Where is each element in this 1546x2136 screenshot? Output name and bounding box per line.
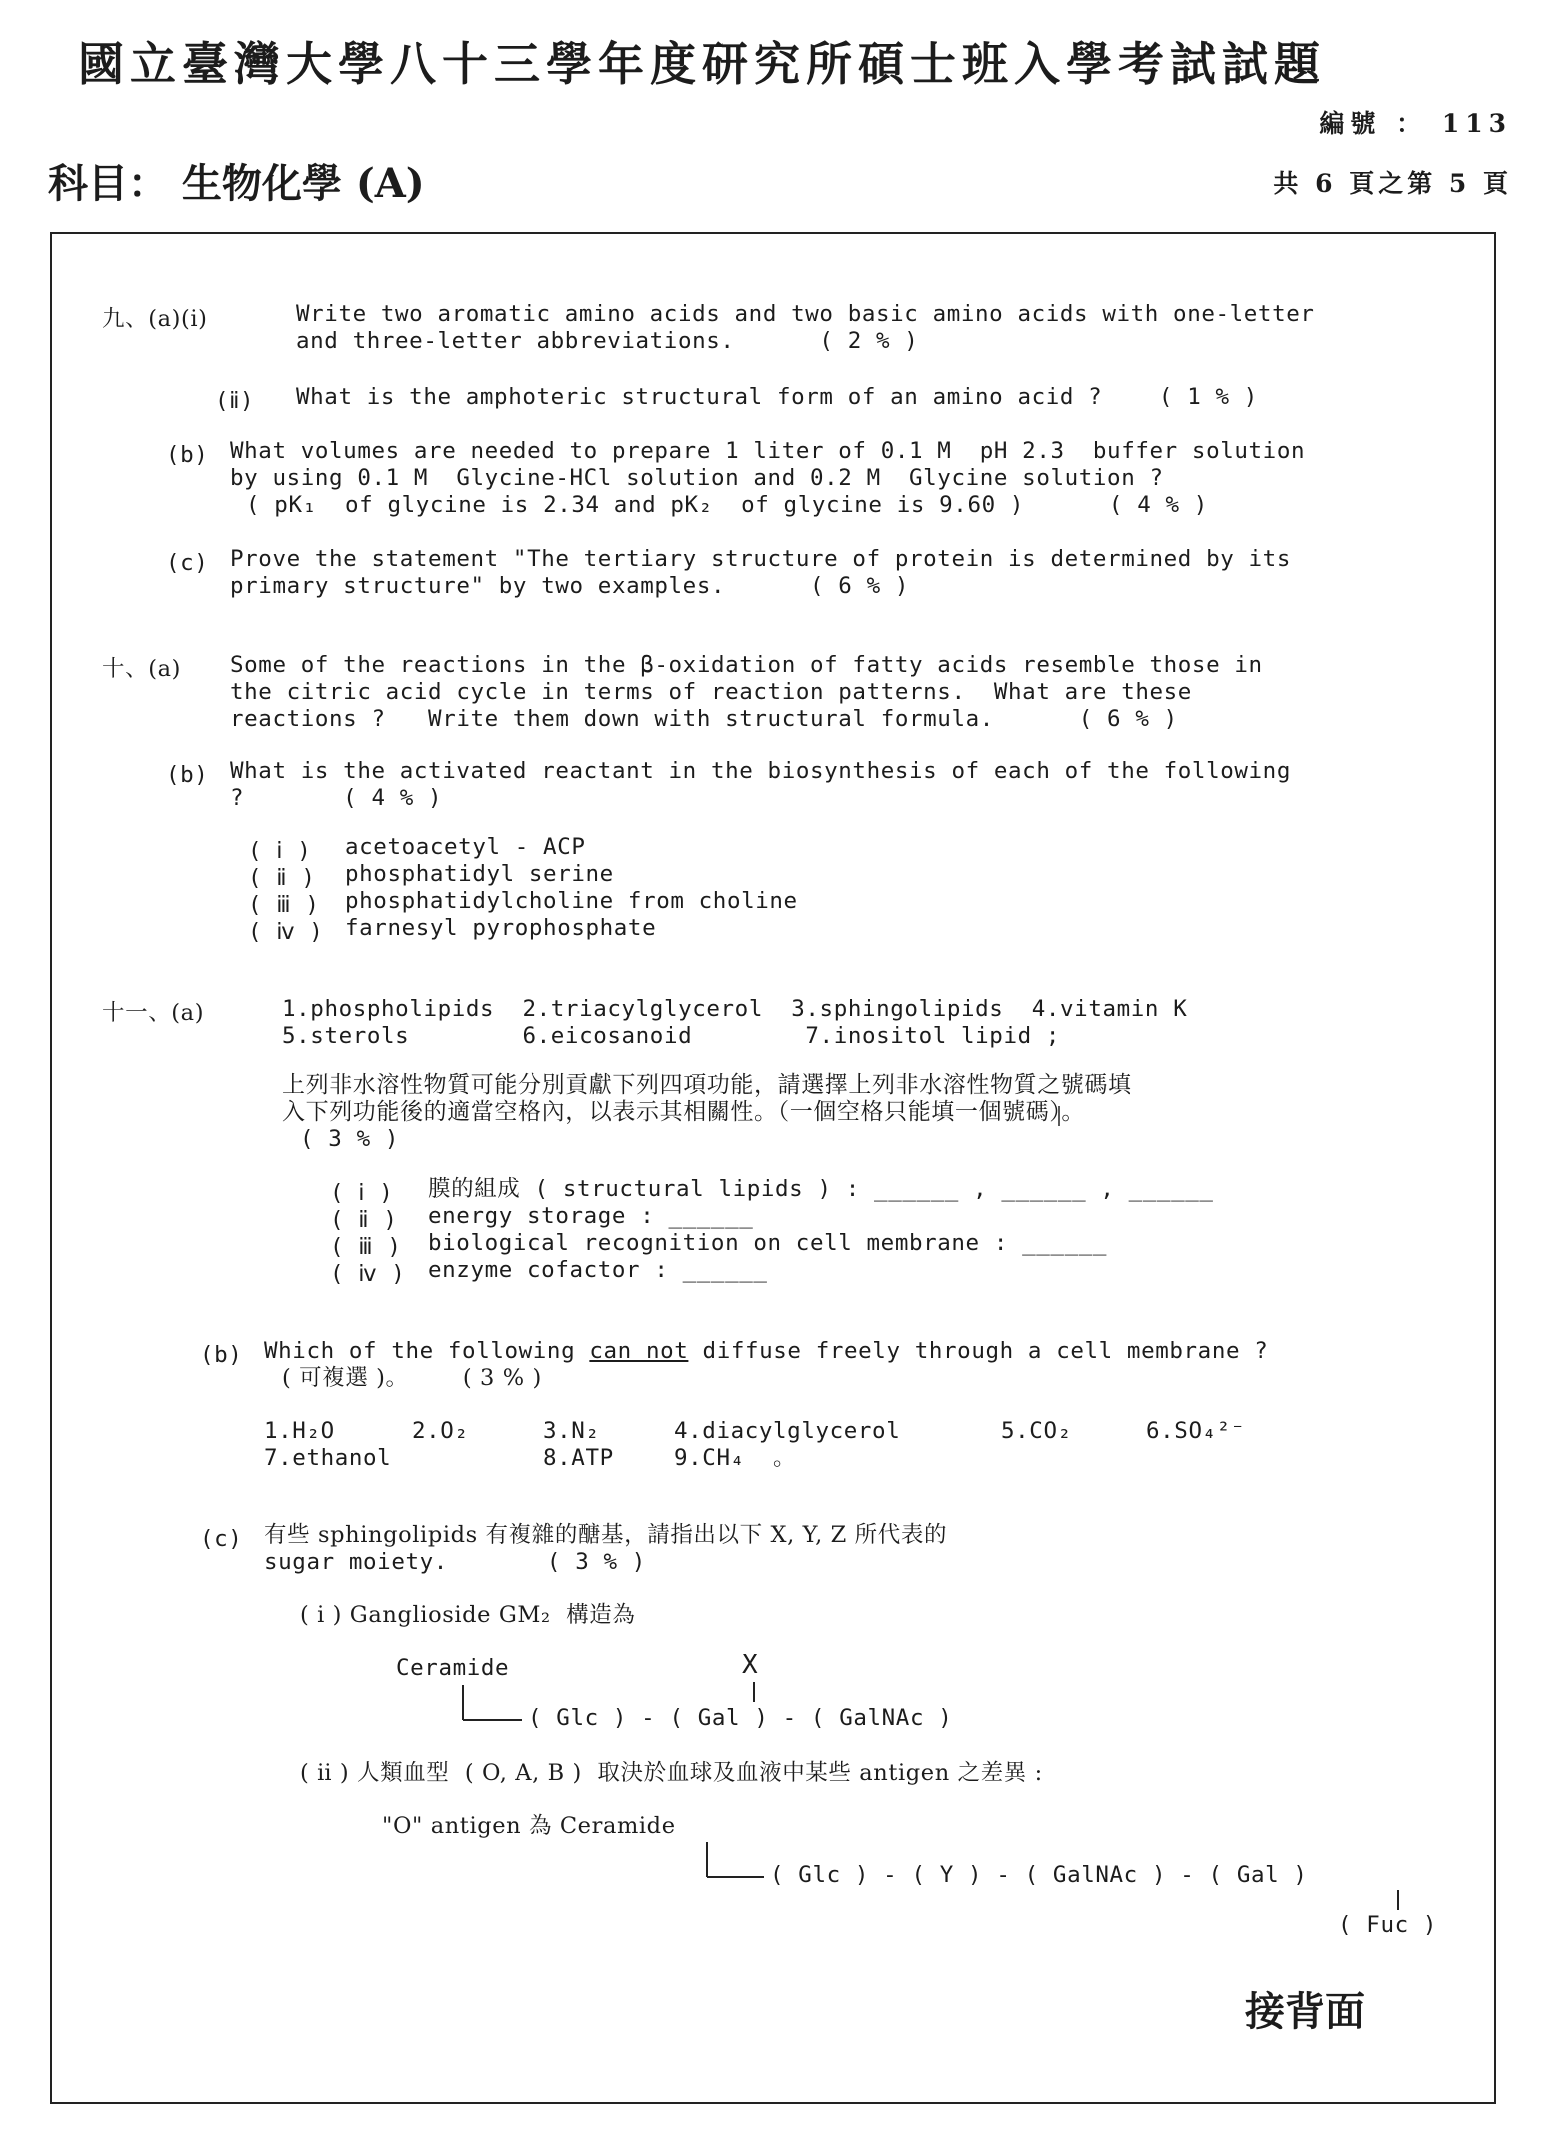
q11-b-label: (b) — [200, 1342, 243, 1368]
q11-b-choice: 8.ATP — [543, 1445, 614, 1471]
q11-fn-text: 膜的組成 ( structural lipids ) : ______ , ______ , ______ — [428, 1176, 1214, 1202]
q9-b-label: (b) — [166, 442, 209, 468]
q11-c-ii-text: ( ⅱ ) 人類血型 ( O, A, B ) 取決於血球及血液中某些 antigen 之差異 : — [300, 1760, 1043, 1786]
q11-c-label: (c) — [200, 1526, 243, 1552]
fucose-label: ( Fuc ) — [1338, 1912, 1438, 1938]
q10-item-label: ( ⅱ ) — [248, 865, 316, 891]
exam-code: 編號 ： 113 — [1319, 109, 1512, 138]
q10-b-label: (b) — [166, 762, 209, 788]
page-indicator: 共 6 頁之第 5 頁 — [1273, 169, 1512, 198]
q10-item-label: ( ⅰ ) — [248, 838, 312, 864]
exam-title: 國立臺灣大學八十三學年度研究所碩士班入學考試試題 — [78, 37, 1326, 91]
q11-c-line2: sugar moiety. ( 3 % ) — [264, 1549, 646, 1575]
q9-a-label: 九、(a)(ⅰ) — [102, 306, 208, 332]
o-antigen-label: "O" antigen 為 Ceramide — [382, 1813, 676, 1839]
q11-b-emphasis: can not — [589, 1338, 689, 1364]
q11-fn-label: ( ⅰ ) — [330, 1180, 394, 1206]
q11-a-zh-line2: 入下列功能後的適當空格內，以表示其相關性。（一個空格只能填一個號碼）。 — [282, 1099, 1085, 1125]
q10-a-line3: reactions ? Write them down with structural formula. ( 6 % ) — [230, 706, 1178, 732]
q10-a-label: 十、(a) — [102, 656, 181, 682]
q11-a-score: ( 3 % ) — [300, 1126, 400, 1152]
q10-item-label: ( ⅳ ) — [248, 919, 324, 945]
q9-a-ii-label: (ⅱ) — [215, 388, 255, 414]
ceramide-label: Ceramide — [396, 1655, 510, 1681]
q11-fn-label: ( ⅲ ) — [330, 1234, 402, 1260]
q11-b-choice: 5.CO₂ — [1001, 1418, 1072, 1444]
q11-fn-label: ( ⅳ ) — [330, 1261, 406, 1287]
sugar-x-label: X — [742, 1650, 759, 1680]
q11-a-list1: 1.phospholipids 2.triacylglycerol 3.sphingolipids 4.vitamin K — [282, 996, 1188, 1022]
q10-a-line1: Some of the reactions in the β-oxidation of fatty acids resemble those in — [230, 652, 1263, 678]
q11-b-choice: 3.N₂ — [543, 1418, 600, 1444]
q11-b-choice: 2.O₂ — [412, 1418, 469, 1444]
exam-subject: 科目： 生物化學 (A) — [48, 160, 425, 207]
q11-fn-text: enzyme cofactor : ______ — [428, 1257, 768, 1283]
q9-b-line3: ( pK₁ of glycine is 2.34 and pK₂ of glycine is 9.60 ) ( 4 % ) — [246, 492, 1208, 518]
q10-item-text: phosphatidyl serine — [345, 861, 614, 887]
q11-fn-text: energy storage : ______ — [428, 1203, 754, 1229]
q10-a-line2: the citric acid cycle in terms of reaction patterns. What are these — [230, 679, 1192, 705]
q9-a-i-line1: Write two aromatic amino acids and two basic amino acids with one-letter — [296, 301, 1315, 327]
q11-c-i-text: ( ⅰ ) Ganglioside GM₂ 構造為 — [300, 1602, 636, 1628]
q9-c-line2: primary structure" by two examples. ( 6 % ) — [230, 573, 910, 599]
o-antigen-sugar-chain: ( Glc ) - ( Y ) - ( GalNAc ) - ( Gal ) — [770, 1862, 1308, 1888]
q10-item-label: ( ⅲ ) — [248, 892, 320, 918]
q11-fn-label: ( ⅱ ) — [330, 1207, 398, 1233]
turn-over-note: 接背面 — [1245, 1988, 1365, 2035]
q11-b-post: diffuse freely through a cell membrane ? — [688, 1338, 1269, 1364]
q11-c-line1: 有些 sphingolipids 有複雜的醣基，請指出以下 X, Y, Z 所代表的 — [264, 1522, 948, 1548]
q9-c-label: (c) — [166, 550, 209, 576]
q11-b-choice: 1.H₂O — [264, 1418, 335, 1444]
gm2-sugar-chain: ( Glc ) - ( Gal ) - ( GalNAc ) — [528, 1705, 953, 1731]
q9-b-line2: by using 0.1 M Glycine-HCl solution and 0.2 M Glycine solution ? — [230, 465, 1164, 491]
q11-b-choice: 6.SO₄²⁻ — [1146, 1418, 1246, 1444]
q10-item-text: acetoacetyl - ACP — [345, 834, 586, 860]
q10-b-line1: What is the activated reactant in the biosynthesis of each of the following — [230, 758, 1291, 784]
q11-a-zh-line1: 上列非水溶性物質可能分別貢獻下列四項功能，請選擇上列非水溶性物質之號碼填 — [282, 1072, 1132, 1098]
q11-b-choice: 4.diacylglycerol — [674, 1418, 901, 1444]
q10-b-line2: ? ( 4 % ) — [230, 785, 443, 811]
q9-a-ii-text: What is the amphoteric structural form of an amino acid ? ( 1 % ) — [296, 384, 1258, 410]
q10-item-text: farnesyl pyrophosphate — [345, 915, 657, 941]
q11-a-label: 十一、(a) — [102, 1000, 205, 1026]
q10-item-text: phosphatidylcholine from choline — [345, 888, 798, 914]
q9-b-line1: What volumes are needed to prepare 1 liter of 0.1 M pH 2.3 buffer solution — [230, 438, 1306, 464]
q9-a-i-line2: and three-letter abbreviations. ( 2 % ) — [296, 328, 919, 354]
q11-b-line2: ( 可複選 )。 ( 3 % ) — [282, 1365, 542, 1391]
q11-a-list2: 5.sterols 6.eicosanoid 7.inositol lipid ; — [282, 1023, 1061, 1049]
q11-b-pre: Which of the following — [264, 1338, 590, 1364]
q9-c-line1: Prove the statement "The tertiary structure of protein is determined by its — [230, 546, 1291, 572]
q11-b-choice: 9.CH₄ 。 — [674, 1445, 797, 1471]
q11-fn-text: biological recognition on cell membrane : ______ — [428, 1230, 1108, 1256]
q11-b-choice: 7.ethanol — [264, 1445, 392, 1471]
